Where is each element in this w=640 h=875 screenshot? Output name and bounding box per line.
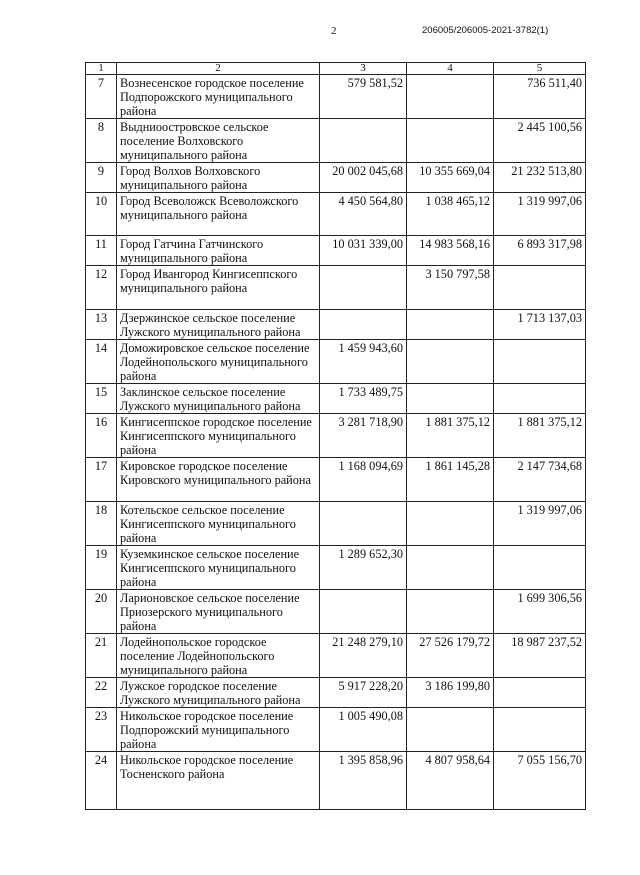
settlement-name-cell: Доможировское сельское поселение Лодейнопольского муниципального района bbox=[117, 340, 320, 384]
column-4-value-cell bbox=[407, 119, 494, 163]
row-number-cell: 9 bbox=[86, 163, 117, 193]
column-4-value-cell bbox=[407, 75, 494, 119]
table-row bbox=[86, 266, 586, 310]
column-4-value-cell: 3 186 199,80 bbox=[407, 678, 494, 708]
table-row bbox=[86, 546, 586, 590]
row-number-cell: 16 bbox=[86, 414, 117, 458]
settlement-name-cell: Лодейнопольское городское поселение Лодейнопольского муниципального района bbox=[117, 634, 320, 678]
settlement-name-cell: Куземкинское сельское поселение Кингисеппского муниципального района bbox=[117, 546, 320, 590]
column-5-value-cell: 1 319 997,06 bbox=[494, 502, 586, 546]
document-id: 206005/206005-2021-3782(1) bbox=[422, 25, 549, 36]
row-number-cell: 17 bbox=[86, 458, 117, 502]
row-number-cell: 10 bbox=[86, 193, 117, 236]
data-table bbox=[85, 62, 586, 810]
row-number-cell: 11 bbox=[86, 236, 117, 266]
column-5-value-cell: 7 055 156,70 bbox=[494, 752, 586, 810]
column-3-value-cell: 20 002 045,68 bbox=[320, 163, 407, 193]
table-row bbox=[86, 678, 586, 708]
settlement-name-cell: Заклинское сельское поселение Лужского муниципального района bbox=[117, 384, 320, 414]
table-row bbox=[86, 414, 586, 458]
column-5-value-cell: 2 147 734,68 bbox=[494, 458, 586, 502]
column-5-value-cell: 18 987 237,52 bbox=[494, 634, 586, 678]
column-3-value-cell bbox=[320, 266, 407, 310]
settlement-name-cell: Ларионовское сельское поселение Приозерского муниципального района bbox=[117, 590, 320, 634]
column-4-value-cell bbox=[407, 310, 494, 340]
settlement-name-cell: Город Волхов Волховского муниципального района bbox=[117, 163, 320, 193]
row-number-cell: 22 bbox=[86, 678, 117, 708]
page-number: 2 bbox=[331, 25, 337, 37]
column-3-value-cell: 1 005 490,08 bbox=[320, 708, 407, 752]
column-5-value-cell: 21 232 513,80 bbox=[494, 163, 586, 193]
column-3-value-cell: 1 733 489,75 bbox=[320, 384, 407, 414]
column-5-value-cell: 736 511,40 bbox=[494, 75, 586, 119]
column-3-value-cell: 10 031 339,00 bbox=[320, 236, 407, 266]
column-5-value-cell: 1 319 997,06 bbox=[494, 193, 586, 236]
column-header: 1 bbox=[86, 63, 117, 75]
row-number-cell: 14 bbox=[86, 340, 117, 384]
column-3-value-cell bbox=[320, 310, 407, 340]
settlement-name-cell: Город Ивангород Кингисеппского муниципального района bbox=[117, 266, 320, 310]
column-5-value-cell bbox=[494, 546, 586, 590]
row-number-cell: 24 bbox=[86, 752, 117, 810]
row-number-cell: 7 bbox=[86, 75, 117, 119]
column-3-value-cell: 1 459 943,60 bbox=[320, 340, 407, 384]
column-3-value-cell: 5 917 228,20 bbox=[320, 678, 407, 708]
row-number-cell: 23 bbox=[86, 708, 117, 752]
row-number-cell: 12 bbox=[86, 266, 117, 310]
column-3-value-cell: 1 168 094,69 bbox=[320, 458, 407, 502]
column-5-value-cell bbox=[494, 678, 586, 708]
column-3-value-cell: 4 450 564,80 bbox=[320, 193, 407, 236]
table-row bbox=[86, 458, 586, 502]
column-header: 3 bbox=[320, 63, 407, 75]
column-4-value-cell bbox=[407, 546, 494, 590]
table-row bbox=[86, 119, 586, 163]
column-3-value-cell bbox=[320, 119, 407, 163]
settlement-name-cell: Лужское городское поселение Лужского муниципального района bbox=[117, 678, 320, 708]
column-5-value-cell bbox=[494, 384, 586, 414]
column-4-value-cell bbox=[407, 708, 494, 752]
column-5-value-cell: 1 881 375,12 bbox=[494, 414, 586, 458]
column-5-value-cell bbox=[494, 708, 586, 752]
row-number-cell: 18 bbox=[86, 502, 117, 546]
settlement-name-cell: Кингисеппское городское поселение Кингисеппского муниципального района bbox=[117, 414, 320, 458]
column-4-value-cell bbox=[407, 590, 494, 634]
settlement-name-cell: Котельское сельское поселение Кингисеппского муниципального района bbox=[117, 502, 320, 546]
column-3-value-cell bbox=[320, 590, 407, 634]
settlement-name-cell: Выдниоостровское сельское поселение Волховского муниципального района bbox=[117, 119, 320, 163]
table-row bbox=[86, 193, 586, 236]
column-4-value-cell: 1 881 375,12 bbox=[407, 414, 494, 458]
row-number-cell: 20 bbox=[86, 590, 117, 634]
table-row bbox=[86, 502, 586, 546]
column-header: 2 bbox=[117, 63, 320, 75]
column-4-value-cell: 14 983 568,16 bbox=[407, 236, 494, 266]
row-number-cell: 15 bbox=[86, 384, 117, 414]
column-3-value-cell: 1 289 652,30 bbox=[320, 546, 407, 590]
table-header-row bbox=[86, 63, 586, 75]
column-4-value-cell bbox=[407, 384, 494, 414]
table-row bbox=[86, 163, 586, 193]
column-4-value-cell: 4 807 958,64 bbox=[407, 752, 494, 810]
column-5-value-cell bbox=[494, 266, 586, 310]
settlement-name-cell: Вознесенское городское поселение Подпорожского муниципального района bbox=[117, 75, 320, 119]
table-row bbox=[86, 708, 586, 752]
column-3-value-cell: 3 281 718,90 bbox=[320, 414, 407, 458]
column-3-value-cell: 1 395 858,96 bbox=[320, 752, 407, 810]
table-row bbox=[86, 310, 586, 340]
row-number-cell: 21 bbox=[86, 634, 117, 678]
table-row bbox=[86, 590, 586, 634]
table-row bbox=[86, 752, 586, 810]
column-5-value-cell: 1 713 137,03 bbox=[494, 310, 586, 340]
table-row bbox=[86, 384, 586, 414]
column-4-value-cell: 27 526 179,72 bbox=[407, 634, 494, 678]
column-5-value-cell bbox=[494, 340, 586, 384]
table-row bbox=[86, 634, 586, 678]
column-4-value-cell bbox=[407, 502, 494, 546]
column-5-value-cell: 1 699 306,56 bbox=[494, 590, 586, 634]
column-3-value-cell: 21 248 279,10 bbox=[320, 634, 407, 678]
row-number-cell: 19 bbox=[86, 546, 117, 590]
settlement-name-cell: Никольское городское поселение Подпорожский муниципального района bbox=[117, 708, 320, 752]
settlement-name-cell: Город Гатчина Гатчинского муниципального района bbox=[117, 236, 320, 266]
settlement-name-cell: Кировское городское поселение Кировского муниципального района bbox=[117, 458, 320, 502]
column-5-value-cell: 2 445 100,56 bbox=[494, 119, 586, 163]
row-number-cell: 8 bbox=[86, 119, 117, 163]
column-5-value-cell: 6 893 317,98 bbox=[494, 236, 586, 266]
column-header: 5 bbox=[494, 63, 586, 75]
column-4-value-cell bbox=[407, 340, 494, 384]
column-3-value-cell bbox=[320, 502, 407, 546]
table-row bbox=[86, 236, 586, 266]
column-4-value-cell: 1 038 465,12 bbox=[407, 193, 494, 236]
table-row bbox=[86, 340, 586, 384]
settlement-name-cell: Город Всеволожск Всеволожского муниципального района bbox=[117, 193, 320, 236]
column-4-value-cell: 3 150 797,58 bbox=[407, 266, 494, 310]
row-number-cell: 13 bbox=[86, 310, 117, 340]
column-3-value-cell: 579 581,52 bbox=[320, 75, 407, 119]
table-row bbox=[86, 75, 586, 119]
settlement-name-cell: Никольское городское поселение Тосненского района bbox=[117, 752, 320, 810]
column-4-value-cell: 10 355 669,04 bbox=[407, 163, 494, 193]
column-4-value-cell: 1 861 145,28 bbox=[407, 458, 494, 502]
column-header: 4 bbox=[407, 63, 494, 75]
settlement-name-cell: Дзержинское сельское поселение Лужского муниципального района bbox=[117, 310, 320, 340]
